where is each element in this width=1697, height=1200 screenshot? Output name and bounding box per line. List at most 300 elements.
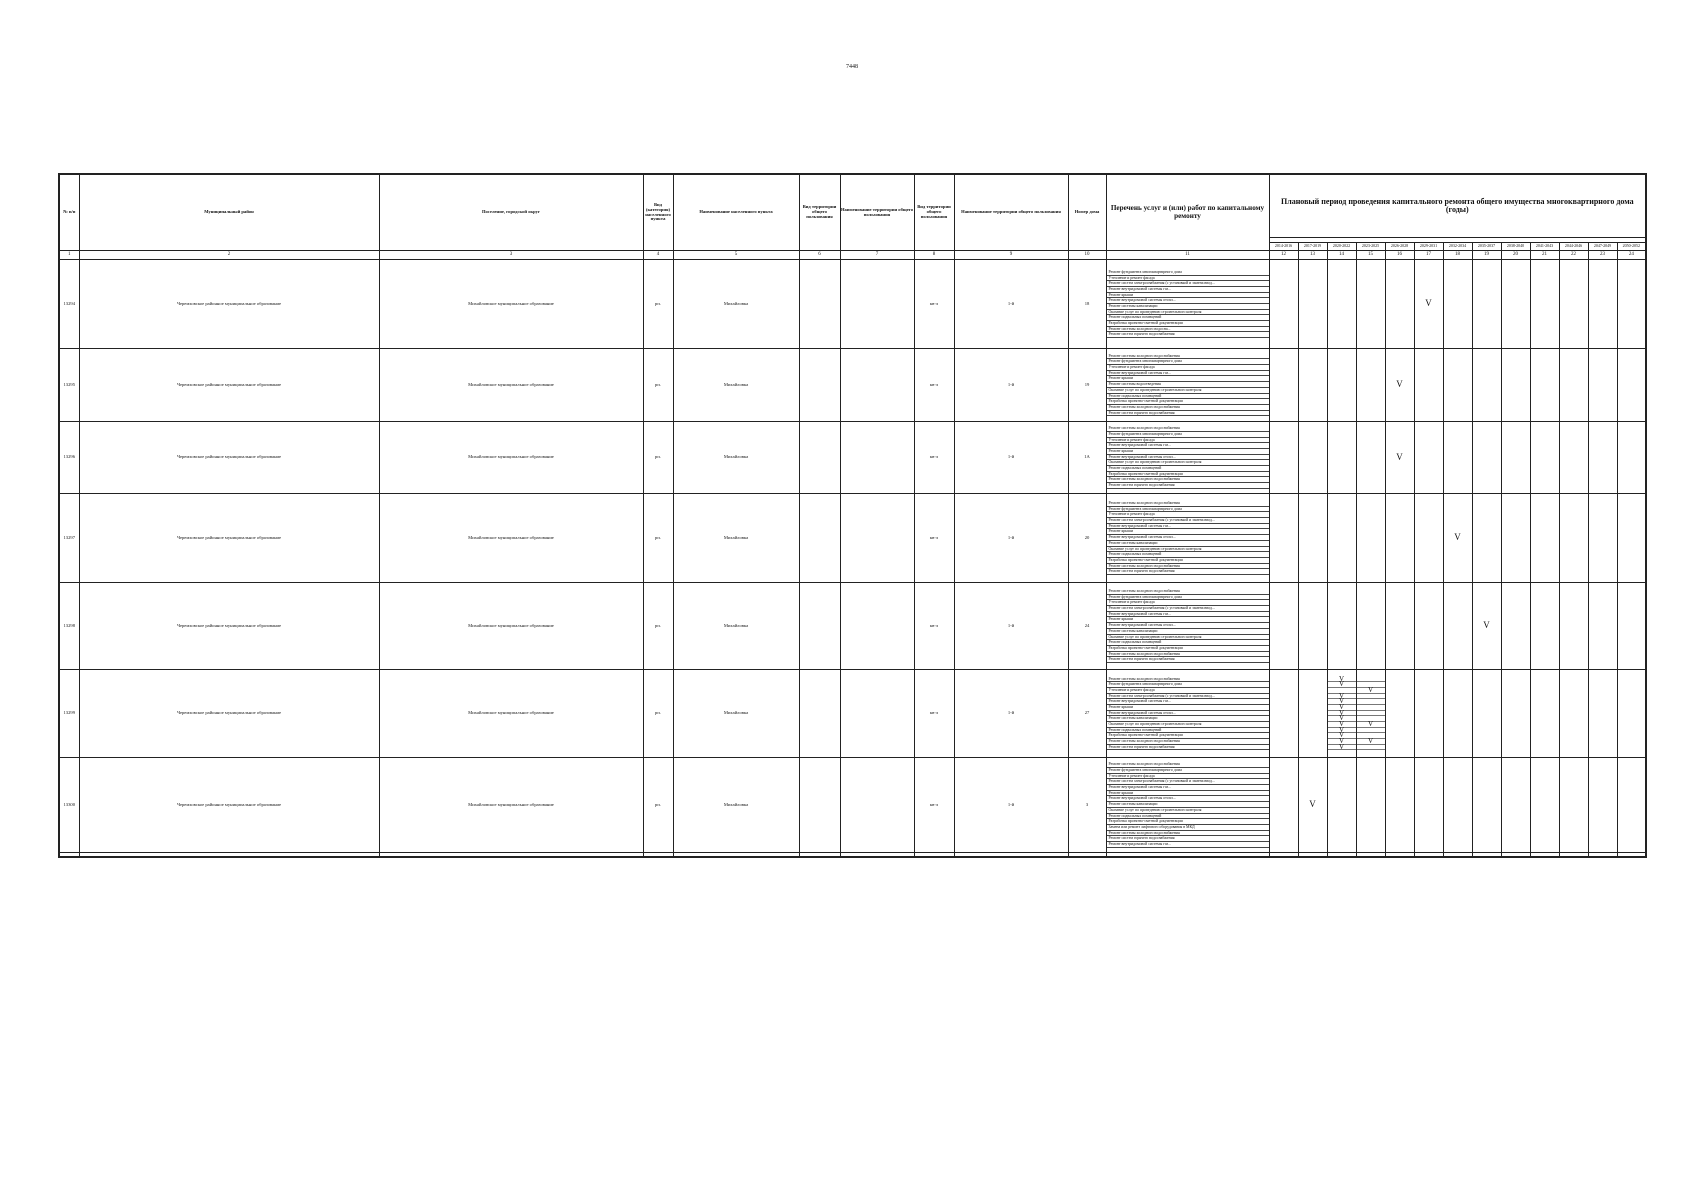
year-header: 2023-2025 [1356,243,1385,251]
empty-cell [1414,853,1443,858]
work-item: Ремонт крыши [1107,705,1269,711]
plan-cell [1385,260,1414,349]
header-settlement: Поселение, городской округ [379,174,643,251]
plan-cell [1617,494,1646,583]
record-locality-type: рп. [643,349,673,422]
year-header: 2047-2049 [1588,243,1617,251]
plan-cell [1298,494,1327,583]
record-street-type: кв-л [914,260,954,349]
plan-mark: V [1472,583,1501,670]
header-locality-type: Вид (категория) населенного пункта [643,174,673,251]
work-item: Ремонт системы холодного водоснабжения [1107,739,1269,745]
plan-cell [1269,349,1298,422]
plan-cell [1414,494,1443,583]
header-locality: Наименование населенного пункта [673,174,799,251]
plan-cell [1530,349,1559,422]
plan-cell [1588,583,1617,670]
record-house: 18 [1068,260,1106,349]
work-item: Ремонт системы канализации [1107,802,1269,808]
work-item: Ремонт систем электроснабжения (с установкой и замена ввод... [1107,281,1269,287]
empty-cell [643,853,673,858]
record-street: 1-й [954,349,1068,422]
work-item: Ремонт крыши [1107,449,1269,455]
capital-repair-table [58,173,1647,858]
record-street-type: кв-л [914,758,954,853]
record-settlement: Михайловское муниципальное образование [379,349,643,422]
work-item: Ремонт фундамента многоквартирного дома [1107,595,1269,601]
plan-cell [1269,494,1298,583]
record-street: 1-й [954,670,1068,758]
record-district: Черемховское районное муниципальное образование [79,583,379,670]
record-territory-name-1 [840,583,914,670]
header-territory-type-1: Вид территории общего пользования [799,174,840,251]
plan-cell [1501,670,1530,758]
record-street-type: кв-л [914,349,954,422]
year-header: 2041-2043 [1530,243,1559,251]
table-row [59,260,1646,349]
plan-cell [1269,260,1298,349]
empty-cell [1327,853,1356,858]
year-header: 2020-2022 [1327,243,1356,251]
column-number: 15 [1356,251,1385,260]
plan-cell [1472,670,1501,758]
column-number: 18 [1443,251,1472,260]
plan-cell [1298,260,1327,349]
plan-mark: V [1385,349,1414,422]
work-item: Ремонт внутридомовой системы газ... [1107,524,1269,530]
record-territory-type-1 [799,494,840,583]
plan-cell [1588,758,1617,853]
year-header: 2035-2037 [1472,243,1501,251]
plan-cell [1298,349,1327,422]
record-street: 1-й [954,494,1068,583]
plan-cell [1443,758,1472,853]
work-item: Утепление и ремонт фасада [1107,688,1269,694]
work-item: Ремонт внутридомовой системы отопл... [1107,796,1269,802]
empty-cell [914,853,954,858]
plan-cell [1298,422,1327,494]
record-number: 13300 [59,758,79,853]
empty-cell [1298,853,1327,858]
table-row [59,583,1646,670]
record-locality: Михайловка [673,260,799,349]
plan-mark: V [1328,699,1356,705]
work-item: Ремонт подвальных помещений [1107,552,1269,558]
record-works-list [1106,758,1269,853]
plan-cell [1385,758,1414,853]
record-district: Черемховское районное муниципальное образование [79,349,379,422]
header-works: Перечень услуг и (или) работ по капитальному ремонту [1106,174,1269,251]
record-territory-type-1 [799,758,840,853]
plan-cell [1559,494,1588,583]
work-item: Ремонт систем горячего водоснабжения [1107,569,1269,575]
plan-mark: V [1328,705,1356,711]
plan-mark: V [1328,677,1356,683]
plan-cell [1385,670,1414,758]
record-works-list [1106,670,1269,758]
work-item: Ремонт внутридомовой системы газ... [1107,842,1269,848]
record-street: 1-й [954,260,1068,349]
header-plan-period: Плановый период проведения капитального ремонта общего имущества многоквартирного дома (годы) [1269,174,1646,238]
work-item: Замена или ремонт лифтового оборудования в МКД [1107,825,1269,831]
work-item: Ремонт системы холодного водоснабжения [1107,354,1269,360]
work-item: Ремонт системы канализации [1107,629,1269,635]
work-item: Ремонт системы водоотведения [1107,382,1269,388]
column-number: 10 [1068,251,1106,260]
work-item: Ремонт системы холодного водоснабжения [1107,405,1269,411]
record-number: 13299 [59,670,79,758]
plan-cell [1472,758,1501,853]
plan-mark: V [1298,758,1327,853]
plan-cell [1385,494,1414,583]
record-settlement: Михайловское муниципальное образование [379,583,643,670]
plan-cell [1501,758,1530,853]
table-row [59,422,1646,494]
empty-cell [1385,853,1414,858]
work-item: Ремонт внутридомовой системы отопл... [1107,535,1269,541]
work-item: Разработка проектно-сметной документации [1107,472,1269,478]
work-item: Ремонт внутридомовой системы отопл... [1107,623,1269,629]
column-number: 1 [59,251,79,260]
column-number: 3 [379,251,643,260]
year-header: 2029-2031 [1414,243,1443,251]
record-district: Черемховское районное муниципальное образование [79,260,379,349]
plan-cell [1530,670,1559,758]
work-item: Ремонт систем горячего водоснабжения [1107,332,1269,338]
record-works-list [1106,583,1269,670]
empty-cell [840,853,914,858]
empty-cell [1443,853,1472,858]
work-item: Ремонт системы холодного водоснабжения [1107,677,1269,683]
work-item: Ремонт подвальных помещений [1107,640,1269,646]
work-item: Ремонт систем горячего водоснабжения [1107,745,1269,751]
plan-cell [1327,349,1356,422]
work-item: Ремонт систем горячего водоснабжения [1107,411,1269,417]
work-item: Оказание услуг по проведению строительного контроля [1107,388,1269,394]
plan-cell [1443,422,1472,494]
column-number: 8 [914,251,954,260]
column-number: 13 [1298,251,1327,260]
record-number: 13298 [59,583,79,670]
column-numbers-row [59,251,1646,260]
plan-cell [1269,758,1298,853]
plan-cell [1472,260,1501,349]
plan-cell [1559,758,1588,853]
plan-cell [1617,260,1646,349]
record-number: 13297 [59,494,79,583]
plan-cell [1559,260,1588,349]
work-item: Ремонт системы канализации [1107,304,1269,310]
plan-cell [1443,349,1472,422]
work-item: Ремонт подвальных помещений [1107,814,1269,820]
work-item: Утепление и ремонт фасада [1107,365,1269,371]
plan-cell [1298,583,1327,670]
record-street-type: кв-л [914,494,954,583]
record-territory-name-1 [840,349,914,422]
column-number: 5 [673,251,799,260]
plan-cell-15 [1356,670,1385,758]
work-item: Ремонт внутридомовой системы отопл... [1107,298,1269,304]
record-house: 19 [1068,349,1106,422]
empty-cell [1356,853,1385,858]
work-item: Ремонт систем электроснабжения (с установкой и замена ввод... [1107,518,1269,524]
record-locality-type: рп. [643,758,673,853]
work-item: Ремонт систем электроснабжения (с установкой и замена ввод... [1107,694,1269,700]
header-territory-name-1: Наименование территории общего пользования [840,174,914,251]
work-item: Ремонт системы холодного водоснабжения [1107,831,1269,837]
record-number: 13296 [59,422,79,494]
work-item: Утепление и ремонт фасада [1107,600,1269,606]
plan-cell [1588,349,1617,422]
work-item: Ремонт систем горячего водоснабжения [1107,657,1269,663]
plan-cell [1530,583,1559,670]
plan-cell [1617,583,1646,670]
column-number: 4 [643,251,673,260]
header-num: № п/п [59,174,79,251]
record-number: 13295 [59,349,79,422]
column-number: 2 [79,251,379,260]
header-territory-type-2: Вид территории общего пользования [914,174,954,251]
table-row [59,494,1646,583]
plan-cell [1356,758,1385,853]
work-item: Ремонт фундамента многоквартирного дома [1107,359,1269,365]
work-item: Разработка проектно-сметной документации [1107,558,1269,564]
work-item: Ремонт систем электроснабжения (с установкой и замена ввод... [1107,606,1269,612]
header-house: Номер дома [1068,174,1106,251]
work-item: Ремонт подвальных помещений [1107,466,1269,472]
record-settlement: Михайловское муниципальное образование [379,670,643,758]
page-number: 7448 [846,64,858,70]
work-item: Разработка проектно-сметной документации [1107,646,1269,652]
year-header: 2044-2046 [1559,243,1588,251]
plan-mark: V [1385,422,1414,494]
work-item: Оказание услуг по проведению строительного контроля [1107,310,1269,316]
plan-mark: V [1328,716,1356,722]
column-number: 14 [1327,251,1356,260]
plan-cell [1414,670,1443,758]
plan-cell [1414,758,1443,853]
work-item: Ремонт крыши [1107,529,1269,535]
empty-cell [1269,853,1298,858]
record-house: 27 [1068,670,1106,758]
record-street: 1-й [954,583,1068,670]
plan-cell [1298,670,1327,758]
empty-cell [1068,853,1106,858]
plan-cell [1617,349,1646,422]
work-item: Ремонт системы холодного водоснабжения [1107,652,1269,658]
plan-cell [1559,422,1588,494]
plan-mark: V [1328,694,1356,700]
record-settlement: Михайловское муниципальное образование [379,260,643,349]
record-street-type: кв-л [914,422,954,494]
empty-cell [79,853,379,858]
work-item: Ремонт системы холодного водоснабжения [1107,589,1269,595]
record-works-list [1106,260,1269,349]
header-district: Муниципальный район [79,174,379,251]
work-item: Ремонт внутридомовой системы отопл... [1107,455,1269,461]
plan-cell [1588,260,1617,349]
work-item: Ремонт систем электроснабжения (с установкой и замена ввод... [1107,779,1269,785]
plan-cell [1414,349,1443,422]
plan-cell [1356,583,1385,670]
plan-cell [1501,494,1530,583]
plan-cell [1356,494,1385,583]
column-number: 16 [1385,251,1414,260]
column-number: 12 [1269,251,1298,260]
work-item: Ремонт системы канализации [1107,541,1269,547]
table-row-partial [59,853,1646,858]
work-item: Ремонт фундамента многоквартирного дома [1107,768,1269,774]
work-item: Ремонт внутридомовой системы газ... [1107,371,1269,377]
column-number: 22 [1559,251,1588,260]
column-number: 6 [799,251,840,260]
column-number: 24 [1617,251,1646,260]
work-item: Ремонт фундамента многоквартирного дома [1107,682,1269,688]
work-item: Разработка проектно-сметной документации [1107,819,1269,825]
column-number: 9 [954,251,1068,260]
year-header: 2032-2034 [1443,243,1472,251]
work-item: Разработка проектно-сметной документации [1107,733,1269,739]
plan-mark: V [1328,745,1356,751]
plan-cell [1530,260,1559,349]
record-district: Черемховское районное муниципальное образование [79,758,379,853]
record-street-type: кв-л [914,670,954,758]
record-house: 24 [1068,583,1106,670]
work-item: Ремонт фундамента многоквартирного дома [1107,432,1269,438]
plan-cell [1414,583,1443,670]
plan-cell [1559,670,1588,758]
record-locality-type: рп. [643,494,673,583]
work-item: Разработка проектно-сметной документации [1107,399,1269,405]
work-item: Ремонт системы холодного водоснабжения [1107,501,1269,507]
record-house: 3 [1068,758,1106,853]
record-locality: Михайловка [673,670,799,758]
work-item: Оказание услуг по проведению строительного контроля [1107,547,1269,553]
empty-cell [1472,853,1501,858]
year-header: 2038-2040 [1501,243,1530,251]
plan-cell [1443,670,1472,758]
column-number: 21 [1530,251,1559,260]
work-item: Разработка проектно-сметной документации [1107,321,1269,327]
plan-cell [1530,422,1559,494]
column-number: 19 [1472,251,1501,260]
plan-mark: V [1328,733,1356,739]
record-territory-type-1 [799,670,840,758]
work-item: Утепление и ремонт фасада [1107,438,1269,444]
empty-cell [673,853,799,858]
plan-cell [1472,494,1501,583]
work-item: Ремонт систем горячего водоснабжения [1107,483,1269,489]
plan-cell-14 [1327,670,1356,758]
plan-cell [1501,349,1530,422]
work-item: Утепление и ремонт фасада [1107,774,1269,780]
plan-cell [1559,349,1588,422]
record-locality-type: рп. [643,583,673,670]
record-district: Черемховское районное муниципальное образование [79,494,379,583]
record-district: Черемховское районное муниципальное образование [79,422,379,494]
empty-cell [1530,853,1559,858]
work-item: Утепление и ремонт фасада [1107,512,1269,518]
plan-cell [1443,583,1472,670]
empty-cell [379,853,643,858]
work-item: Ремонт системы холодного водоснабжения [1107,564,1269,570]
record-works-list [1106,494,1269,583]
work-item: Ремонт крыши [1107,293,1269,299]
empty-cell [1501,853,1530,858]
plan-mark: V [1328,711,1356,717]
work-item: Утепление и ремонт фасада [1107,276,1269,282]
plan-cell [1327,758,1356,853]
plan-cell [1501,260,1530,349]
plan-cell [1269,422,1298,494]
work-item: Ремонт системы канализации [1107,716,1269,722]
work-item: Ремонт системы холодного водоснабжения [1107,426,1269,432]
plan-mark: V [1443,494,1472,583]
plan-mark: V [1328,722,1356,728]
year-header: 2017-2019 [1298,243,1327,251]
records-body [59,260,1646,858]
column-number: 17 [1414,251,1443,260]
record-territory-name-1 [840,422,914,494]
work-item: Ремонт внутридомовой системы отопл... [1107,711,1269,717]
work-item: Ремонт систем горячего водоснабжения [1107,836,1269,842]
record-territory-type-1 [799,422,840,494]
record-locality-type: рп. [643,670,673,758]
plan-cell [1501,422,1530,494]
work-item: Оказание услуг по проведению строительного контроля [1107,808,1269,814]
plan-cell [1617,758,1646,853]
plan-mark: V [1357,739,1385,745]
work-item: Оказание услуг по проведению строительного контроля [1107,635,1269,641]
record-locality-type: рп. [643,260,673,349]
record-territory-type-1 [799,583,840,670]
plan-cell [1588,422,1617,494]
work-item: Ремонт крыши [1107,617,1269,623]
year-header: 2026-2028 [1385,243,1414,251]
plan-mark: V [1357,722,1385,728]
record-locality: Михайловка [673,349,799,422]
record-house: 20 [1068,494,1106,583]
record-locality: Михайловка [673,422,799,494]
record-territory-name-1 [840,260,914,349]
record-street: 1-й [954,422,1068,494]
record-territory-name-1 [840,494,914,583]
record-territory-type-1 [799,349,840,422]
plan-cell [1327,422,1356,494]
work-item: Ремонт внутридомовой системы газ... [1107,699,1269,705]
record-settlement: Михайловское муниципальное образование [379,494,643,583]
work-item: Ремонт внутридомовой системы газ... [1107,443,1269,449]
plan-cell [1472,422,1501,494]
plan-cell [1327,583,1356,670]
work-item: Ремонт фундамента многоквартирного дома [1107,507,1269,513]
record-works-list [1106,422,1269,494]
plan-cell [1356,349,1385,422]
plan-cell [1327,494,1356,583]
record-number: 13294 [59,260,79,349]
record-locality: Михайловка [673,494,799,583]
work-item: Ремонт внутридомовой системы газ... [1107,612,1269,618]
record-district: Черемховское районное муниципальное образование [79,670,379,758]
work-item: Ремонт системы холодного водосна... [1107,327,1269,333]
column-number: 11 [1106,251,1269,260]
plan-mark: V [1328,728,1356,734]
work-item: Ремонт системы холодного водоснабжения [1107,477,1269,483]
plan-cell [1327,260,1356,349]
work-item: Ремонт фундамента многоквартирного дома [1107,270,1269,276]
empty-cell [799,853,840,858]
work-item: Ремонт внутридомовой системы газ... [1107,785,1269,791]
